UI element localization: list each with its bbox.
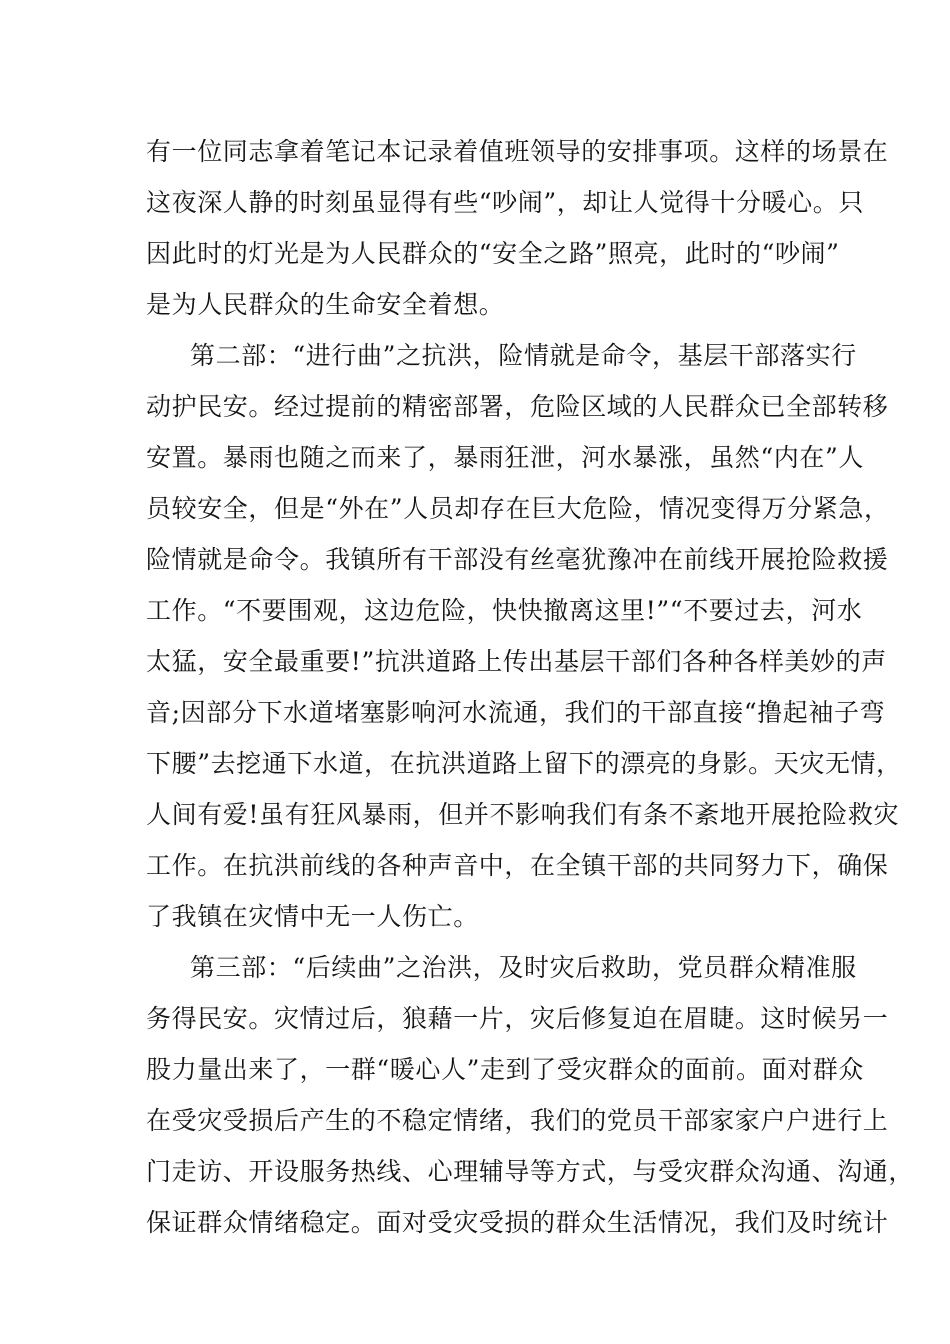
text-line: 音;因部分下水道堵塞影响河水流通，我们的干部直接“撸起袖子弯 — [146, 698, 886, 727]
text-line: 门走访、开设服务热线、心理辅导等方式，与受灾群众沟通、沟通， — [146, 1157, 915, 1186]
text-line: 有一位同志拿着笔记本记录着值班领导的安排事项。这样的场景在 — [146, 137, 889, 166]
text-line: 险情就是命令。我镇所有干部没有丝毫犹豫冲在前线开展抢险救援 — [146, 545, 889, 574]
text-line: 股力量出来了，一群“暖心人”走到了受灾群众的面前。面对群众 — [146, 1055, 864, 1084]
text-line: 是为人民群众的生命安全着想。 — [146, 290, 505, 319]
text-line: 工作。在抗洪前线的各种声音中，在全镇干部的共同努力下，确保 — [146, 851, 889, 880]
text-line: 下腰”去挖通下水道，在抗洪道路上留下的漂亮的身影。天灾无情， — [146, 749, 902, 778]
text-line: 在受灾受损后产生的不稳定情绪，我们的党员干部家家户户进行上 — [146, 1106, 889, 1135]
text-line: 这夜深人静的时刻虽显得有些“吵闹”，却让人觉得十分暖心。只 — [146, 188, 864, 217]
text-line: 工作。“不要围观，这边危险，快快撤离这里!”“不要过去，河水 — [146, 596, 863, 625]
paragraph-start-line: 第三部：“后续曲”之治洪，及时灾后救助，党员群众精准服 — [190, 953, 857, 982]
text-line: 人间有爱!虽有狂风暴雨，但并不影响我们有条不紊地开展抢险救灾 — [146, 800, 900, 829]
text-line: 保证群众情绪稳定。面对受灾受损的群众生活情况，我们及时统计 — [146, 1208, 889, 1237]
text-line: 动护民安。经过提前的精密部署，危险区域的人民群众已全部转移 — [146, 392, 889, 421]
text-line: 员较安全，但是“外在”人员却存在巨大危险，情况变得万分紧急， — [146, 494, 890, 523]
text-line: 了我镇在灾情中无一人伤亡。 — [146, 902, 479, 931]
text-line: 太猛，安全最重要!”抗洪道路上传出基层干部们各种各样美妙的声 — [146, 647, 887, 676]
text-line: 因此时的灯光是为人民群众的“安全之路”照亮，此时的“吵闹” — [146, 239, 840, 268]
paragraph-start-line: 第二部：“进行曲”之抗洪，险情就是命令，基层干部落实行 — [190, 341, 857, 370]
text-line: 安置。暴雨也随之而来了，暴雨狂泄，河水暴涨，虽然“内在”人 — [146, 443, 864, 472]
text-line: 务得民安。灾情过后，狼藉一片，灾后修复迫在眉睫。这时候另一 — [146, 1004, 889, 1033]
